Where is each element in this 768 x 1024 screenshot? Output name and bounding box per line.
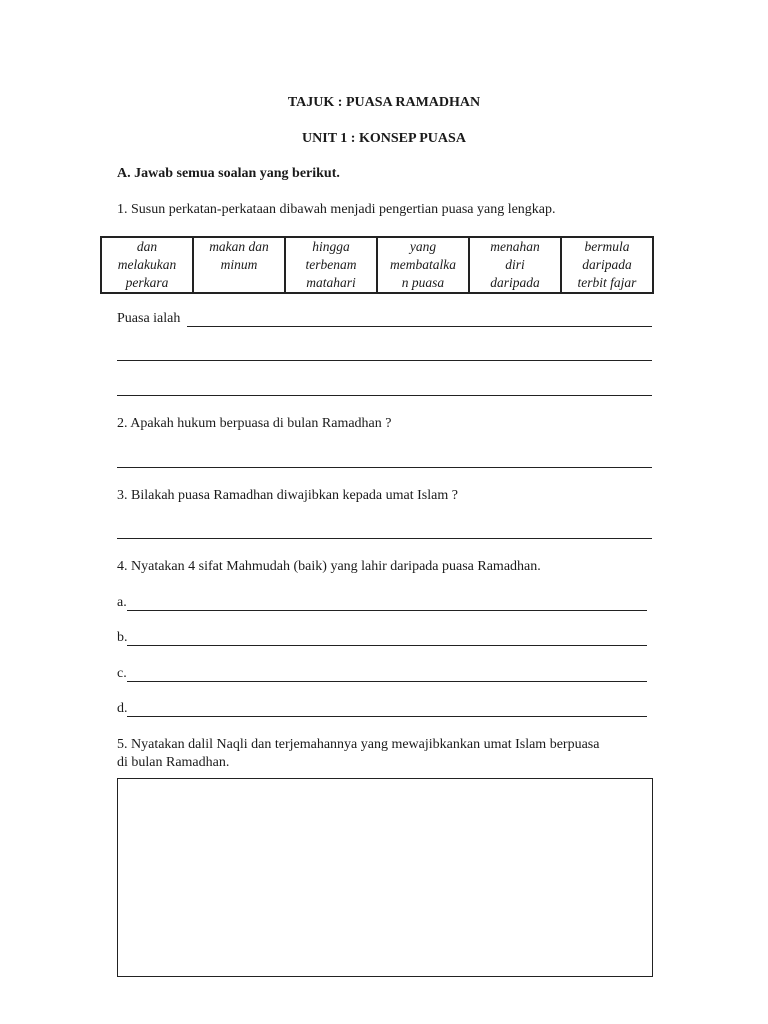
answer-line-q4-c[interactable] — [127, 681, 647, 682]
word-cell: menahan diri daripada — [469, 237, 561, 293]
answer-line-q3[interactable] — [117, 538, 652, 539]
answer-line-q2[interactable] — [117, 467, 652, 468]
answer-line-q4-b[interactable] — [127, 645, 647, 646]
answer-label-d: d. — [117, 701, 128, 716]
answer-line-q4-a[interactable] — [127, 610, 647, 611]
question-3: 3. Bilakah puasa Ramadhan diwajibkan kepada umat Islam ? — [117, 488, 458, 503]
answer-label-puasa: Puasa ialah — [117, 311, 181, 326]
question-4: 4. Nyatakan 4 sifat Mahmudah (baik) yang lahir daripada puasa Ramadhan. — [117, 559, 541, 574]
word-cell: yang membatalka n puasa — [377, 237, 469, 293]
unit-title: UNIT 1 : KONSEP PUASA — [302, 131, 466, 146]
question-5-line-1: 5. Nyatakan dalil Naqli dan terjemahannya yang mewajibkankan umat Islam berpuasa — [117, 737, 600, 752]
question-5-line-2: di bulan Ramadhan. — [117, 755, 230, 770]
answer-line-q1-1[interactable] — [187, 326, 652, 327]
word-cell: bermula daripada terbit fajar — [561, 237, 653, 293]
answer-label-b: b. — [117, 630, 128, 645]
word-table — [100, 236, 654, 294]
answer-line-q1-3[interactable] — [117, 395, 652, 396]
answer-label-a: a. — [117, 595, 127, 610]
answer-label-c: c. — [117, 666, 127, 681]
answer-line-q1-2[interactable] — [117, 360, 652, 361]
answer-box-q5[interactable] — [117, 778, 653, 977]
question-1: 1. Susun perkatan-perkataan dibawah menjadi pengertian puasa yang lengkap. — [117, 202, 556, 217]
answer-line-q4-d[interactable] — [127, 716, 647, 717]
section-a-instruction: A. Jawab semua soalan yang berikut. — [117, 166, 340, 181]
question-2: 2. Apakah hukum berpuasa di bulan Ramadhan ? — [117, 416, 392, 431]
word-table-row — [101, 237, 653, 293]
word-cell: dan melakukan perkara — [101, 237, 193, 293]
word-cell: makan dan minum — [193, 237, 285, 293]
word-cell: hingga terbenam matahari — [285, 237, 377, 293]
page-title: TAJUK : PUASA RAMADHAN — [287, 95, 481, 110]
